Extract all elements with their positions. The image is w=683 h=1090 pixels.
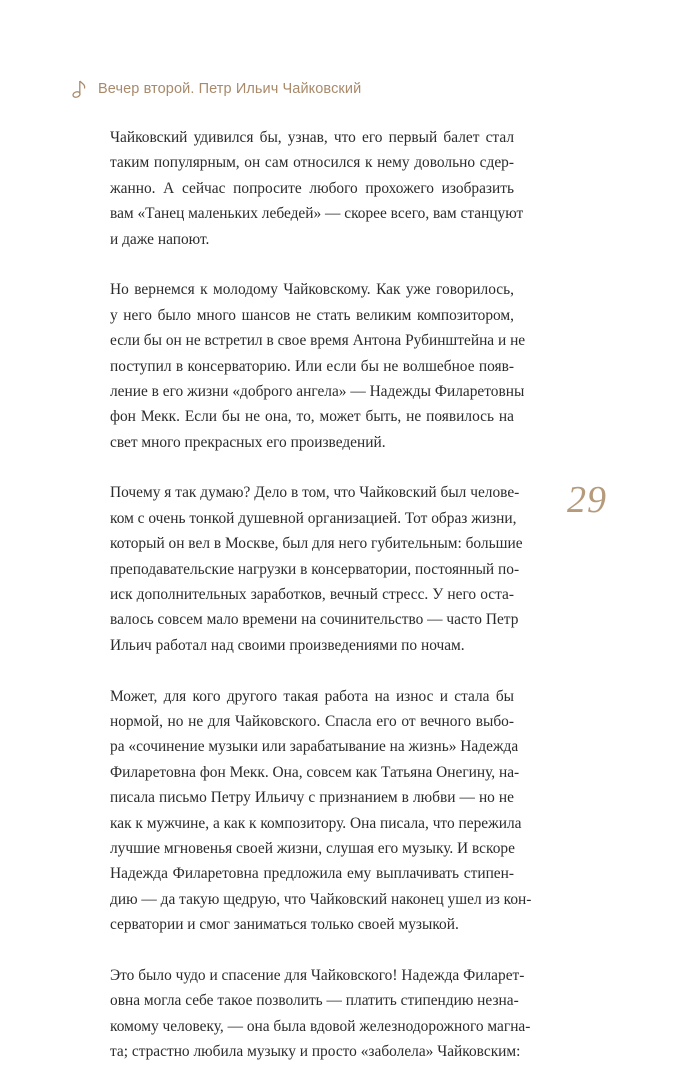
text-line: таким популярным, он сам относился к нему довольно сдер-	[110, 154, 514, 172]
text-line: писала письмо Петру Ильичу с признанием в любви — но не	[110, 789, 514, 807]
text-line: Но вернемся к молодому Чайковскому. Как уже говорилось,	[110, 281, 514, 299]
text-line: Чайковский удивился бы, узнав, что его первый балет стал	[110, 129, 514, 146]
text-line: ра «сочинение музыки или зарабатывание на жизнь» Надежда	[110, 738, 519, 756]
paragraph	[110, 277, 526, 455]
paragraph	[110, 684, 532, 938]
text-line: дию — да такую щедрую, что Чайковский наконец ушел из кон-	[110, 890, 532, 908]
paragraph	[110, 125, 524, 252]
text-line: Почему я так думаю? Дело в том, что Чайковский был челове-	[110, 484, 520, 502]
text-line: жанно. А сейчас попросите любого прохожего изобразить	[110, 179, 514, 197]
text-line: Надежда Филаретовна предложила ему выплачивать стипен-	[110, 865, 514, 883]
text-line: вам «Танец маленьких лебедей» — скорее всего, вам станцуют	[110, 205, 524, 223]
text-line: комому человеку, — она была вдовой железнодорожного магна-	[110, 1017, 531, 1035]
text-line: ком с очень тонкой душевной организацией. Тот образ жизни,	[110, 509, 517, 527]
text-line: валось совсем мало времени на сочинительство — часто Петр	[110, 611, 519, 629]
text-line: если бы он не встретил в свое время Антона Рубинштейна и не	[110, 332, 526, 350]
body-text	[110, 125, 532, 1090]
text-line: и даже напоют.	[110, 230, 210, 248]
header-title: Вечер второй. Петр Ильич Чайковский	[98, 81, 362, 97]
text-line: фон Мекк. Если бы не она, то, может быть, не появилось на	[110, 408, 514, 426]
text-line: Филаретовна фон Мекк. Она, совсем как Татьяна Онегину, на-	[110, 763, 520, 781]
paragraph	[110, 963, 531, 1065]
text-line: серватории и смог заниматься только своей музыкой.	[110, 916, 459, 934]
text-line: та; страстно любила музыку и просто «заболела» Чайковским:	[110, 1043, 521, 1061]
paragraph	[110, 480, 523, 658]
text-line: лучшие мгновенья своей жизни, слушая его музыку. И вскоре	[110, 839, 515, 857]
text-line: преподавательские нагрузки в консерватории, постоянный по-	[110, 560, 520, 578]
text-line: Это было чудо и спасение для Чайковского! Надежда Филарет-	[110, 966, 525, 984]
text-line: поступил в консерваторию. Или если бы не волшебное появ-	[110, 357, 514, 375]
text-line: нормой, но не для Чайковского. Спасла его от вечного выбо-	[110, 712, 514, 730]
text-line: у него было много шансов не стать великим композитором,	[110, 306, 514, 324]
text-line: Ильич работал над своими произведениями по ночам.	[110, 636, 465, 654]
text-line: свет много прекрасных его произведений.	[110, 433, 386, 451]
text-line: ление в его жизни «доброго ангела» — Надежды Филаретовны	[110, 382, 525, 400]
text-line: который он вел в Москве, был для него губительным: большие	[110, 535, 523, 553]
text-line: иск дополнительных заработков, вечный стресс. У него оста-	[110, 586, 514, 604]
running-header	[72, 79, 361, 99]
text-line: Может, для кого другого такая работа на износ и стала бы	[110, 687, 514, 705]
music-note-icon	[72, 79, 88, 99]
page-number: 29	[567, 479, 607, 521]
text-line: овна могла себе такое позволить — платить стипендию незна-	[110, 992, 519, 1010]
text-line: как к мужчине, а как к композитору. Она писала, что пережила	[110, 814, 522, 832]
